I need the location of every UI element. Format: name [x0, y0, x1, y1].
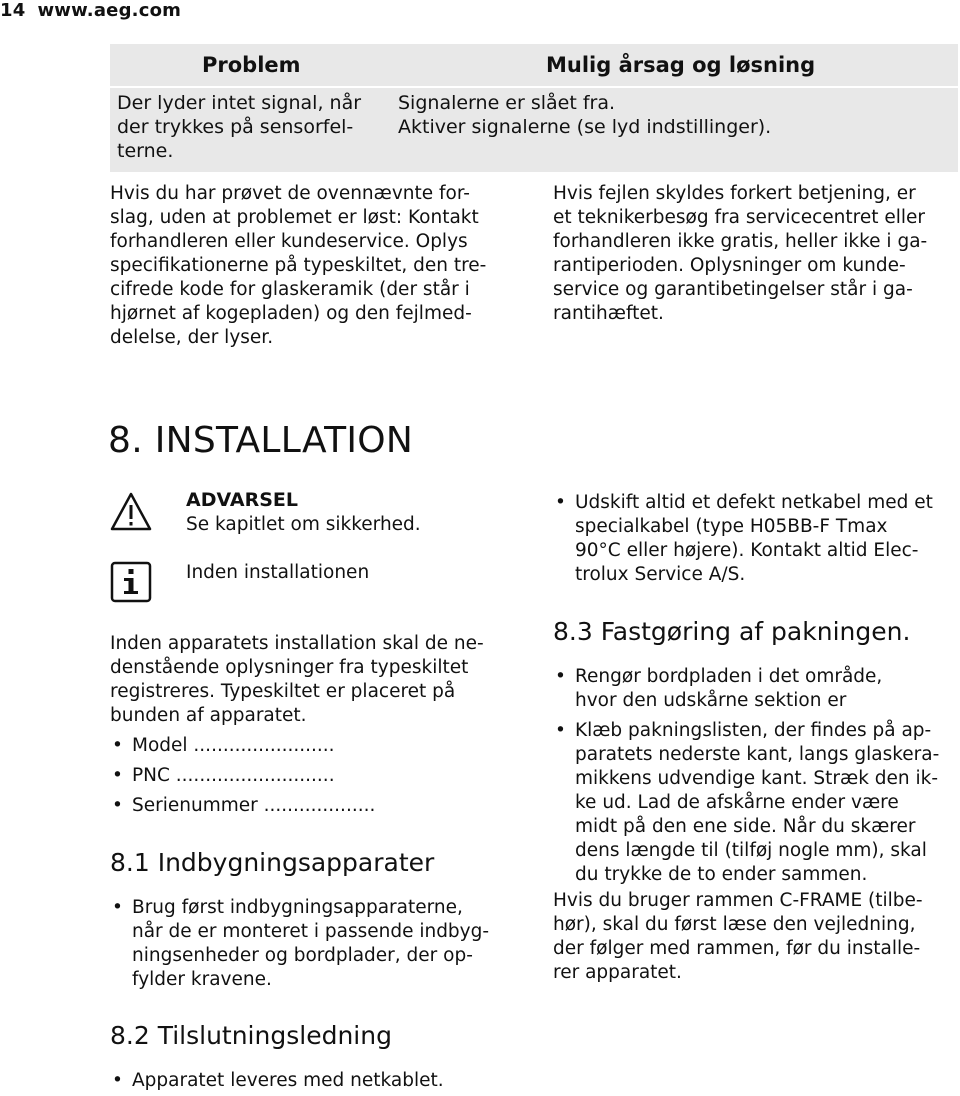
subsection-title-8-2: 8.2 Tilslutningsledning [110, 1021, 392, 1050]
list-item [553, 719, 958, 887]
text-line: du trykke de to ender sammen. [575, 864, 868, 885]
text-line: ningsenheder og bordplader, der op- [132, 945, 473, 966]
intro-paragraph [110, 632, 530, 728]
info-text: Inden installationen [186, 562, 370, 583]
text-line: delelse, der lyser. [110, 327, 274, 348]
seal-list [553, 665, 958, 887]
warning-icon [109, 490, 153, 534]
text-line: hør), skal du først læse den vejledning, [553, 914, 916, 935]
text-line: denstående oplysninger fra typeskiltet [110, 657, 469, 678]
text-line: • Brug først indbygningsapparaterne, [132, 897, 463, 918]
list-item: • Apparatet leveres med netkablet. [110, 1069, 530, 1093]
warning-text: Se kapitlet om sikkerhed. [186, 514, 421, 535]
text-line: • Rengør bordpladen i det område, [575, 666, 883, 687]
text-line: Der lyder intet signal, når [117, 92, 362, 114]
rating-plate-list [110, 734, 530, 818]
list-item [110, 896, 530, 992]
text-line: rantihæftet. [553, 303, 664, 324]
list-item: • Serienummer ................... [110, 794, 530, 818]
text-line: Hvis du bruger rammen C-FRAME (tilbe- [553, 890, 923, 911]
table-cell-problem [117, 91, 397, 163]
text-line: Hvis fejlen skyldes forkert betjening, er [553, 183, 916, 204]
text-line: • Udskift altid et defekt netkabel med et [575, 492, 933, 513]
text-line: mikkens udvendige kant. Stræk den ik- [575, 768, 939, 789]
text-line: registreres. Typeskiltet er placeret på [110, 681, 456, 702]
text-line: der trykkes på sensorfel- [117, 116, 354, 138]
text-line: fylder kravene. [132, 969, 272, 990]
page-header [0, 0, 181, 21]
subsection-title-8-1: 8.1 Indbygningsapparater [110, 848, 435, 877]
cable-list [110, 1069, 530, 1093]
text-line: bunden af apparatet. [110, 705, 307, 726]
text-line: hjørnet af kogepladen) og den fejlmed- [110, 303, 472, 324]
text-line: forhandleren eller kundeservice. Oplys [110, 231, 468, 252]
col-header-problem: Problem [202, 53, 301, 77]
text-line: rer apparatet. [553, 962, 682, 983]
text-line: trolux Service A/S. [575, 564, 746, 585]
text-line: specialkabel (type H05BB-F Tmax [575, 516, 888, 537]
list-item [553, 665, 958, 713]
text-line: Aktiver signalerne (se lyd indstillinger). [398, 116, 772, 138]
text-line: terne. [117, 140, 174, 162]
text-line: slag, uden at problemet er løst: Kontakt [110, 207, 479, 228]
text-line: • Klæb pakningslisten, der findes på ap- [575, 720, 932, 741]
text-line: Inden apparatets installation skal de ne- [110, 633, 484, 654]
text-line: rantiperioden. Oplysninger om kunde- [553, 255, 906, 276]
table-cell-cause [398, 91, 918, 139]
subsection-title-8-3: 8.3 Fastgøring af pakningen. [553, 617, 911, 646]
section-title: 8. INSTALLATION [108, 420, 414, 461]
list-item: • Model ........................ [110, 734, 530, 758]
col-header-cause: Mulig årsag og løsning [546, 53, 816, 77]
warning-title: ADVARSEL [186, 489, 298, 511]
text-line: hvor den udskårne sektion er [575, 690, 847, 711]
site-url: www.aeg.com [37, 0, 182, 21]
info-icon [109, 560, 153, 604]
text-line: paratets nederste kant, langs glaskera- [575, 744, 940, 765]
support-paragraph-right [553, 182, 953, 326]
text-line: når de er monteret i passende indbyg- [132, 921, 490, 942]
text-line: forhandleren ikke gratis, heller ikke i ga- [553, 231, 928, 252]
text-line: ke ud. Lad de afskårne ender være [575, 792, 899, 813]
text-line: Hvis du har prøvet de ovennævnte for- [110, 183, 470, 204]
text-line: et teknikerbesøg fra servicecentret eller [553, 207, 925, 228]
text-line: der følger med rammen, før du installe- [553, 938, 921, 959]
text-line: cifrede kode for glaskeramik (der står i [110, 279, 470, 300]
text-line: midt på den ene side. Når du skærer [575, 816, 916, 837]
built-in-list [110, 896, 530, 992]
text-line: Signalerne er slået fra. [398, 92, 616, 114]
text-line: dens længde til (tilføj nogle mm), skal [575, 840, 927, 861]
cable-replace-list [553, 491, 958, 587]
support-paragraph-left [110, 182, 530, 350]
list-item [553, 491, 958, 587]
cframe-paragraph [553, 889, 958, 985]
page-number: 14 [0, 0, 26, 21]
text-line: 90°C eller højere). Kontakt altid Elec- [575, 540, 919, 561]
text-line: service og garantibetingelser står i ga- [553, 279, 913, 300]
list-item: • PNC ........................... [110, 764, 530, 788]
text-line: specifikationerne på typeskiltet, den tre- [110, 255, 487, 276]
